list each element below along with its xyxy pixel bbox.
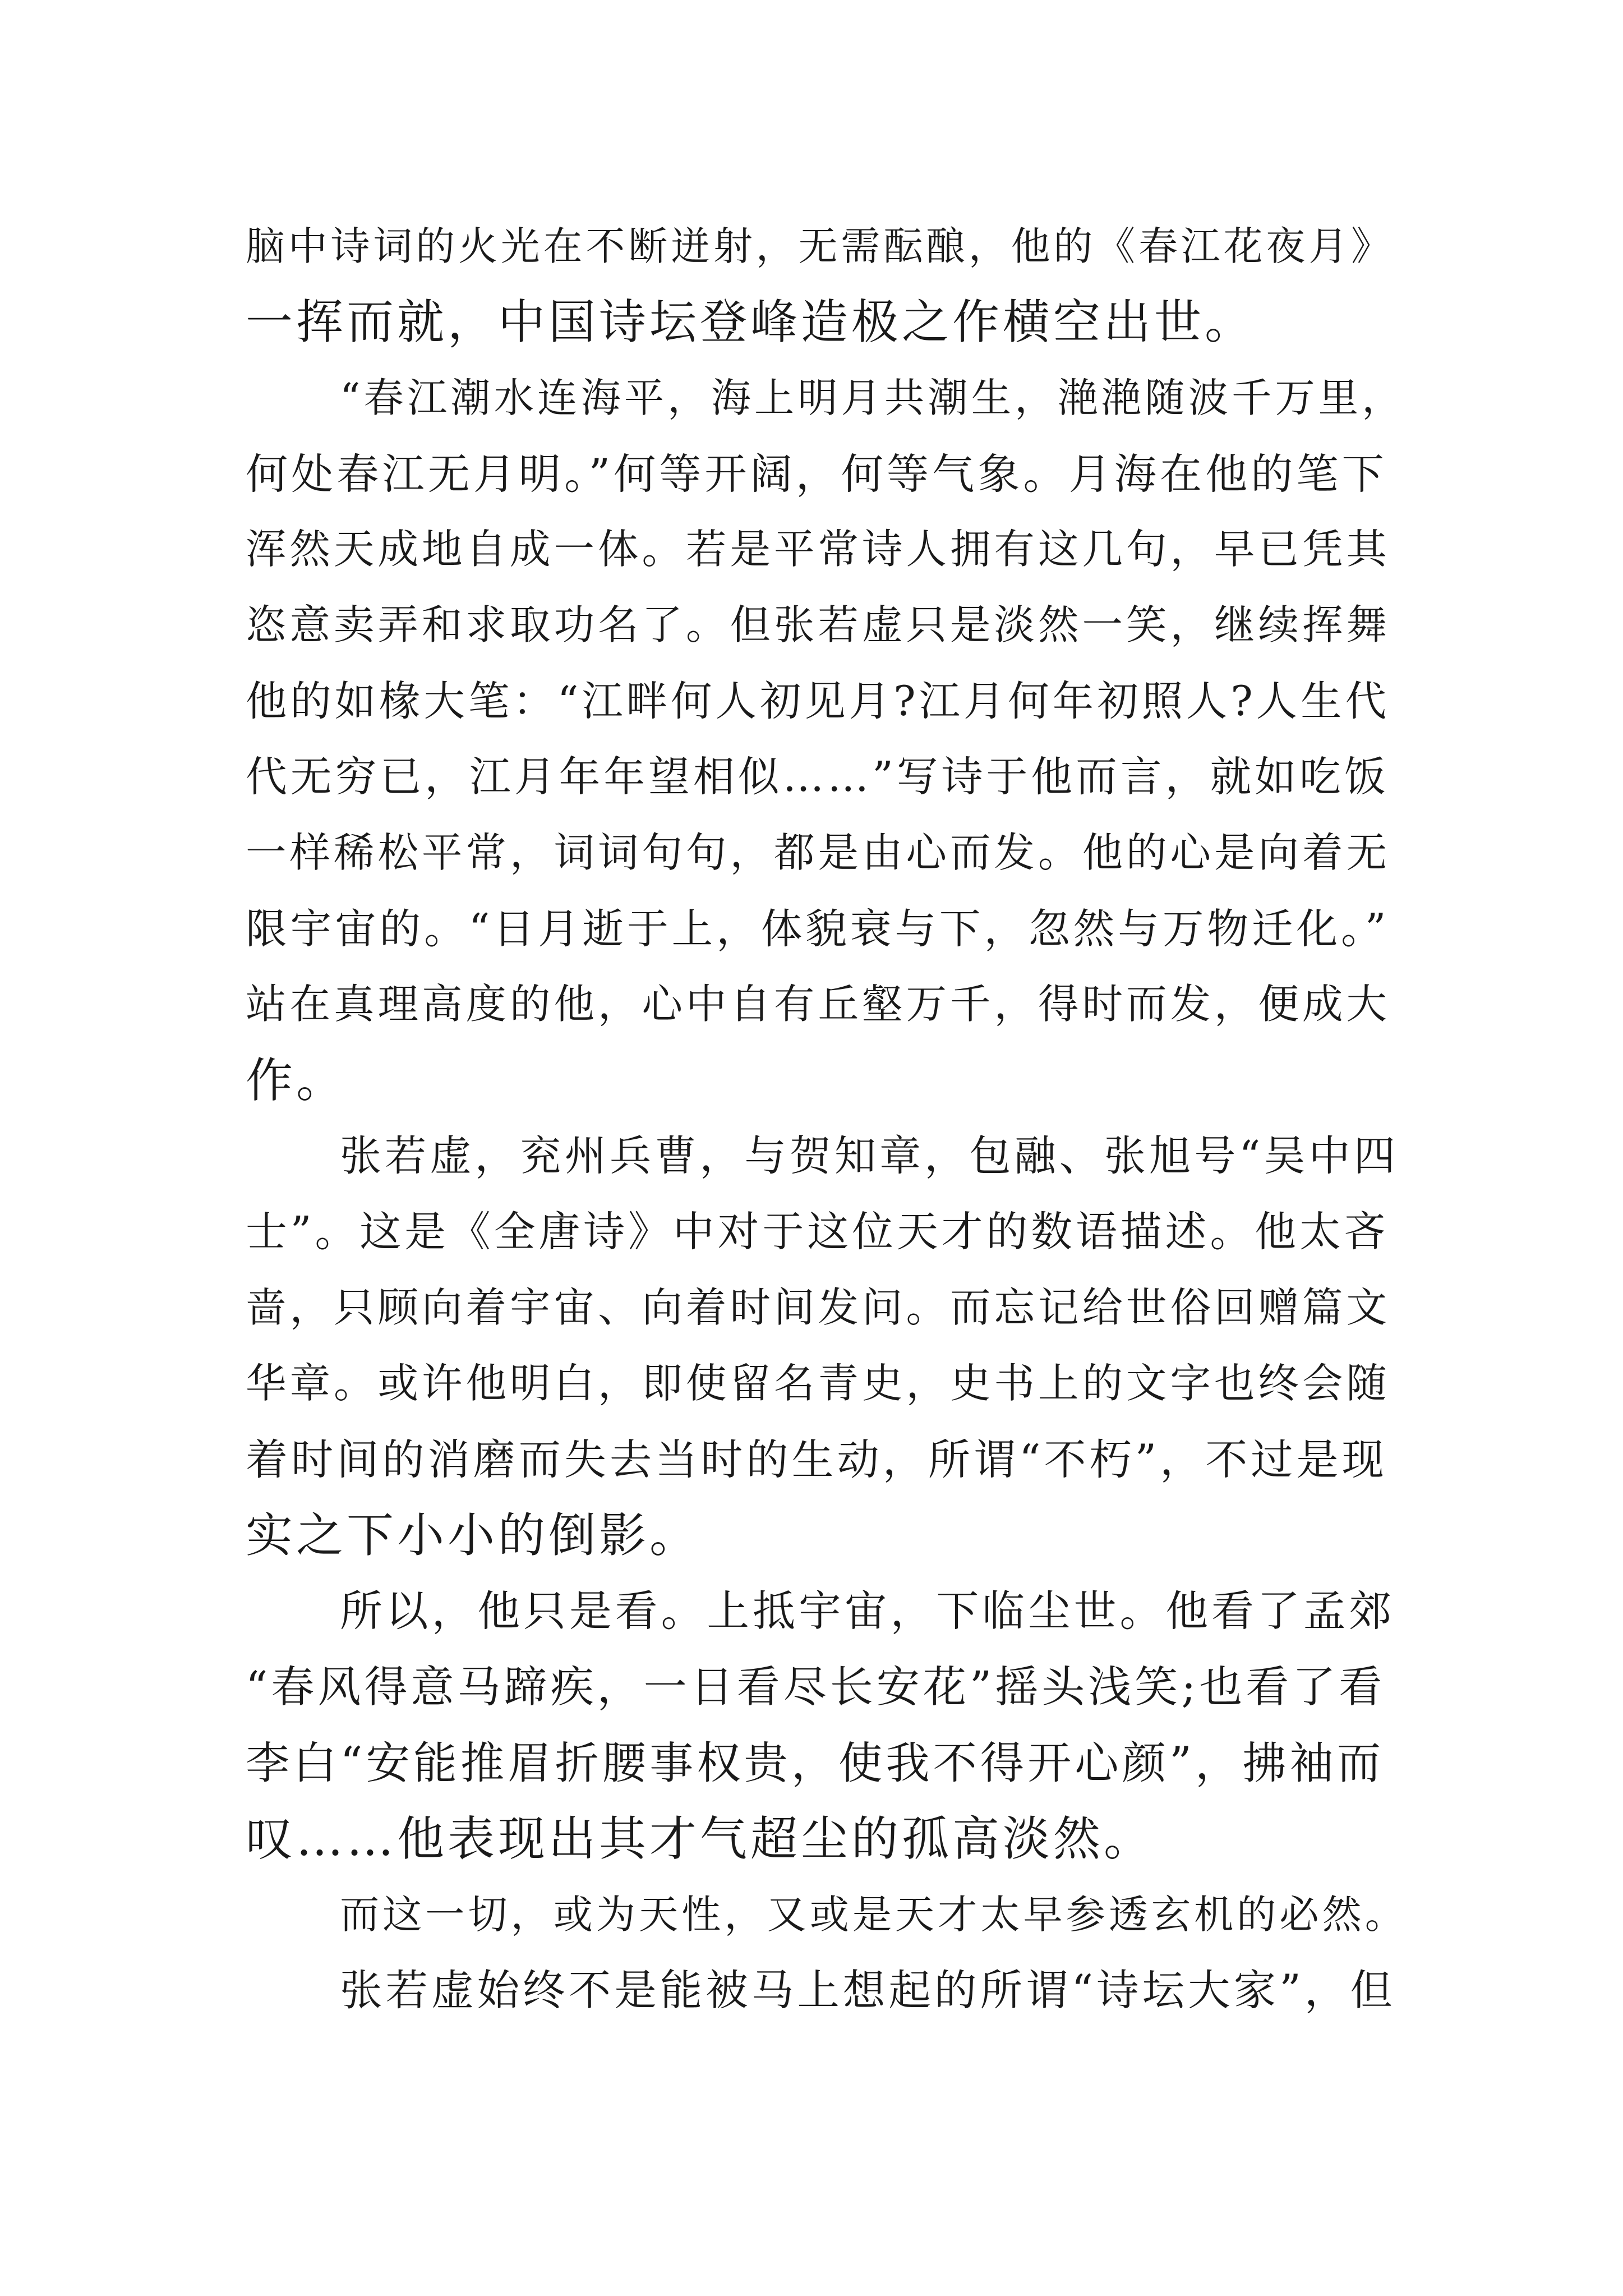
- text-line: 限宇宙的。“日月逝于上，体貌衰与下，忽然与万物迁化。”: [246, 905, 1390, 953]
- text-line: 所以，他只是看。上抵宇宙，下临尘世。他看了孟郊: [340, 1586, 1395, 1636]
- text-line: 李白“安能推眉折腰事权贵，使我不得开心颜”，拂袖而: [246, 1737, 1384, 1789]
- text-line: 浑然天成地自成一体。若是平常诗人拥有这几句，早已凭其: [246, 526, 1390, 573]
- text-line: 张若虚始终不是能被马上想起的所谓“诗坛大家”，但: [340, 1966, 1396, 2016]
- text-line: 啬，只顾向着宇宙、向着时间发问。而忘记给世俗回赠篇文: [246, 1284, 1390, 1332]
- text-line: 脑中诗词的火光在不断迸射，无需酝酿，他的《春江花夜月》: [246, 224, 1394, 269]
- text-line: 一样稀松平常，词词句句，都是由心而发。他的心是向着无: [246, 829, 1390, 877]
- text-line: 恣意卖弄和求取功名了。但张若虚只是淡然一笑，继续挥舞: [246, 601, 1390, 649]
- text-line: “春风得意马蹄疾，一日看尽长安花”摇头浅笑;也看了看: [246, 1662, 1386, 1713]
- text-line: 他的如椽大笔：“江畔何人初见月?江月何年初照人?人生代: [246, 678, 1390, 726]
- body-text: [246, 209, 1408, 2029]
- text-line: 华章。或许他明白，即使留名青史，史书上的文字也终会随: [246, 1360, 1390, 1407]
- text-line: 而这一切，或为天性，又或是天才太早参透玄机的必然。: [340, 1892, 1408, 1938]
- text-line: 代无穷已，江月年年望相似……”写诗于他而言，就如吃饭: [246, 753, 1389, 802]
- text-line: “春江潮水连海平，海上明月共潮生，滟滟随波千万里，: [340, 375, 1405, 422]
- text-line: 一挥而就，中国诗坛登峰造极之作横空出世。: [246, 295, 1256, 350]
- text-line: 着时间的消磨而失去当时的生动，所谓“不朽”，不过是现: [246, 1435, 1387, 1484]
- text-line: 张若虚，兖州兵曹，与贺知章，包融、张旭号“吴中四: [340, 1132, 1399, 1181]
- text-line: 叹……他表现出其才气超尘的孤高淡然。: [246, 1811, 1155, 1866]
- text-line: 站在真理高度的他，心中自有丘壑万千，得时而发，便成大: [246, 981, 1390, 1028]
- text-line: 作。: [246, 1053, 347, 1108]
- text-line: 实之下小小的倒影。: [246, 1508, 700, 1563]
- text-line: 士”。这是《全唐诗》中对于这位天才的数语描述。他太吝: [246, 1208, 1389, 1257]
- text-line: 何处春江无月明。”何等开阔，何等气象。月海在他的笔下: [246, 449, 1387, 499]
